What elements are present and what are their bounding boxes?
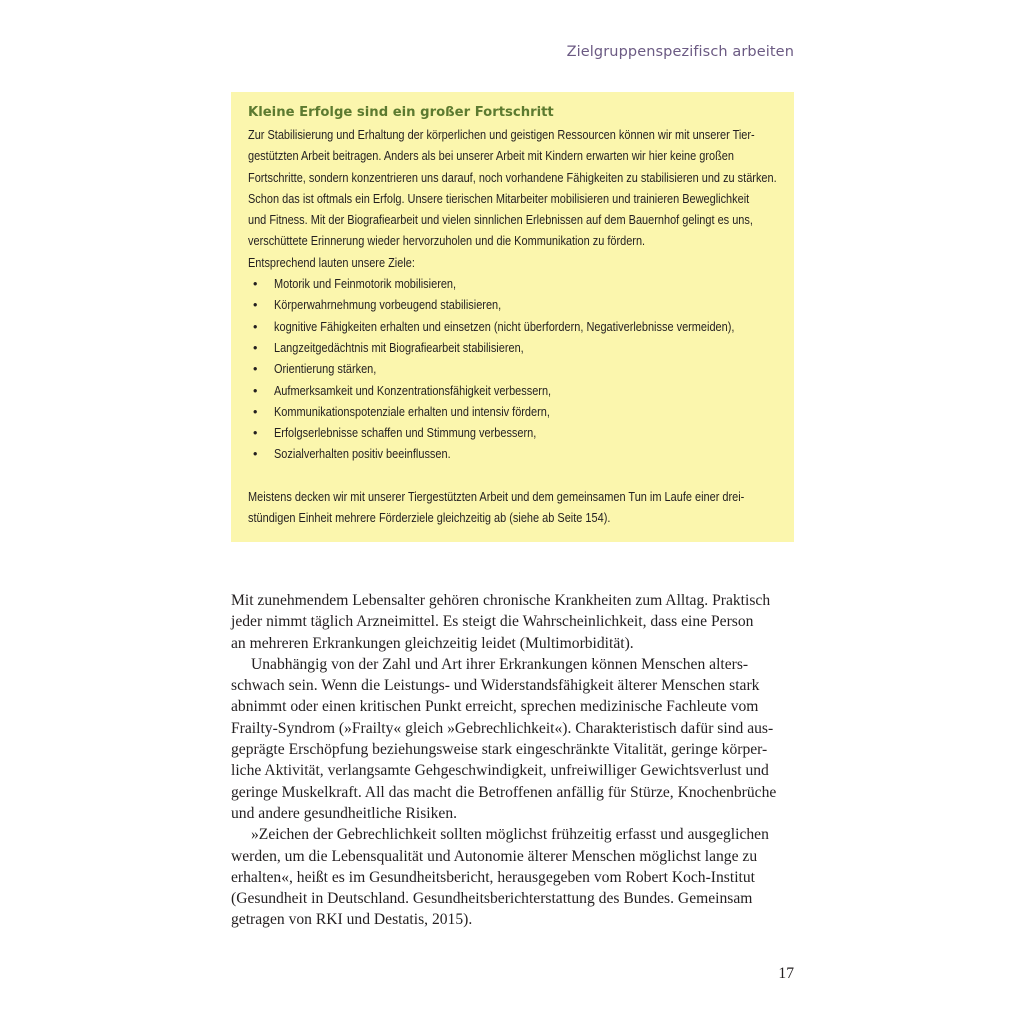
body-line: jeder nimmt täglich Arzneimittel. Es steigt die Wahrscheinlichkeit, dass eine Person <box>231 613 754 631</box>
goal-item <box>248 338 780 359</box>
goal-text: Sozialverhalten positiv beeinflussen. <box>274 447 451 462</box>
goal-text: kognitive Fähigkeiten erhalten und einsetzen (nicht überfordern, Negativerlebnisse vermeiden), <box>274 319 735 334</box>
body-line: geringe Muskelkraft. All das macht die Betroffenen anfällig für Stürze, Knochenbrüche <box>231 783 777 801</box>
body-line: geprägte Erschöpfung beziehungsweise stark eingeschränkte Vitalität, geringe körper- <box>231 741 768 759</box>
body-line: (Gesundheit in Deutschland. Gesundheitsberichterstattung des Bundes. Gemeinsam <box>231 890 753 908</box>
goal-item <box>248 359 780 380</box>
box-intro-line: Schon das ist oftmals ein Erfolg. Unsere tierischen Mitarbeiter mobilisieren und trainieren Beweglichkeit <box>248 191 750 206</box>
bullet-icon: • <box>253 426 258 441</box>
body-text <box>231 590 794 931</box>
body-line: liche Aktivität, verlangsamte Gehgeschwindigkeit, unfreiwilliger Gewichtsverlust und <box>231 762 769 780</box>
info-box <box>231 92 794 542</box>
box-title: Kleine Erfolge sind ein großer Fortschritt <box>248 105 554 120</box>
paragraph-2 <box>231 654 794 824</box>
box-closing <box>248 487 780 530</box>
box-closing-line: Meistens decken wir mit unserer Tiergestützten Arbeit und dem gemeinsamen Tun im Laufe einer drei- <box>248 489 745 504</box>
body-line: an mehreren Erkrankungen gleichzeitig leidet (Multimorbidität). <box>231 634 634 652</box>
goal-item <box>248 295 780 316</box>
paragraph-3 <box>231 824 794 930</box>
body-line: und andere gesundheitliche Risiken. <box>231 804 458 822</box>
body-line: Frailty-Syndrom (»Frailty« gleich »Gebrechlichkeit«). Charakteristisch dafür sind aus- <box>231 719 774 737</box>
body-line: abnimmt oder einen kritischen Punkt erreicht, sprechen medizinische Fachleute vom <box>231 698 759 716</box>
goal-text: Orientierung stärken, <box>274 362 377 377</box>
box-intro <box>248 125 780 274</box>
body-line: getragen von RKI und Destatis, 2015). <box>231 911 473 929</box>
bullet-icon: • <box>253 447 258 462</box>
bullet-icon: • <box>253 383 258 398</box>
body-line: Unabhängig von der Zahl und Art ihrer Erkrankungen können Menschen alters- <box>251 655 749 673</box>
bullet-icon: • <box>253 340 258 355</box>
goal-item <box>248 317 780 338</box>
goal-item <box>248 274 780 295</box>
goal-text: Körperwahrnehmung vorbeugend stabilisieren, <box>274 298 502 313</box>
goals-list <box>248 274 780 466</box>
page-number: 17 <box>778 965 794 982</box>
body-line: erhalten«, heißt es im Gesundheitsbericht, herausgegeben vom Robert Koch-Institut <box>231 868 755 886</box>
bullet-icon: • <box>253 404 258 419</box>
body-line: »Zeichen der Gebrechlichkeit sollten möglichst frühzeitig erfasst und ausgeglichen <box>251 826 769 844</box>
bullet-icon: • <box>253 277 258 292</box>
spacer <box>248 466 780 487</box>
goal-text: Langzeitgedächtnis mit Biografiearbeit stabilisieren, <box>274 340 524 355</box>
goal-item <box>248 423 780 444</box>
bullet-icon: • <box>253 298 258 313</box>
running-header: Zielgruppenspezifisch arbeiten <box>566 44 794 60</box>
body-line: Mit zunehmendem Lebensalter gehören chronische Krankheiten zum Alltag. Praktisch <box>231 592 771 609</box>
bullet-icon: • <box>253 362 258 377</box>
goal-text: Motorik und Feinmotorik mobilisieren, <box>274 277 457 292</box>
goal-item <box>248 381 780 402</box>
body-line: werden, um die Lebensqualität und Autonomie älterer Menschen möglichst lange zu <box>231 847 758 865</box>
box-intro-line: Entsprechend lauten unsere Ziele: <box>248 255 415 270</box>
goal-text: Kommunikationspotenziale erhalten und intensiv fördern, <box>274 404 550 419</box>
box-intro-line: Fortschritte, sondern konzentrieren uns darauf, noch vorhandene Fähigkeiten zu stabilisieren und zu stärken. <box>248 170 777 185</box>
body-line: schwach sein. Wenn die Leistungs- und Widerstandsfähigkeit älterer Menschen stark <box>231 677 760 695</box>
box-intro-line: Zur Stabilisierung und Erhaltung der körperlichen und geistigen Ressourcen können wir mit unserer Tier- <box>248 128 755 142</box>
box-closing-line: stündigen Einheit mehrere Förderziele gleichzeitig ab (siehe ab Seite 154). <box>248 511 611 526</box>
goal-text: Aufmerksamkeit und Konzentrationsfähigkeit verbessern, <box>274 383 552 398</box>
goal-item <box>248 444 780 465</box>
bullet-icon: • <box>253 319 258 334</box>
paragraph-1 <box>231 590 794 654</box>
box-intro-line: verschüttete Erinnerung wieder hervorzuholen und die Kommunikation zu fördern. <box>248 234 646 249</box>
goal-item <box>248 402 780 423</box>
box-intro-line: gestützten Arbeit beitragen. Anders als bei unserer Arbeit mit Kindern erwarten wir hier keine großen <box>248 149 735 164</box>
box-intro-line: und Fitness. Mit der Biografiearbeit und vielen sinnlichen Erlebnissen auf dem Bauernhof gelingt es uns, <box>248 213 753 228</box>
goal-text: Erfolgserlebnisse schaffen und Stimmung verbessern, <box>274 426 537 441</box>
